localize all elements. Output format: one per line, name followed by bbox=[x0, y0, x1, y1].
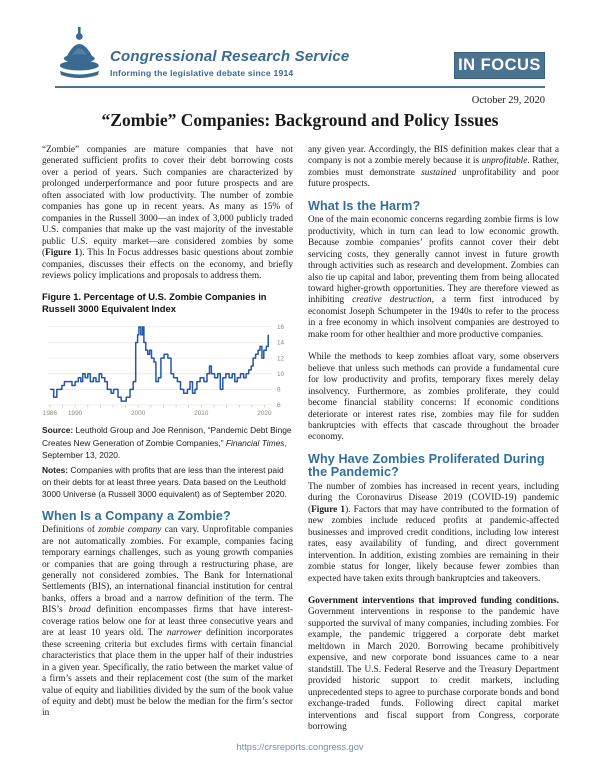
page-title: “Zombie” Companies: Background and Policy Issues bbox=[101, 110, 499, 130]
column-left bbox=[42, 145, 293, 733]
zombie-chart-svg bbox=[42, 317, 293, 421]
definition-paragraph: Definitions of zombie company can vary. Unprofitable companies are not automatically zombies. For example, companies facing temporary earnings challenges, such as young growth companies or companies that are going through a restructuring phase, are generally not considered zombies. The Bank for International Settlements (BIS), an international financial institution for central banks, offers a broad and a narrow definition of the term. The BIS’s broad definition encompasses firms that have interest-coverage ratios below one for at least three consecutive years and are at least 10 years old. The narrower definition incorporates these screening criteria but excludes firms with certain financial characteristics that place them in the upper half of their industries in a given year. Specifically, the ratio between the market value of a firm’s assets and their replacement cost (the sum of the market value of equity and liabilities divided by the sum of the book value of equity and debt) must be below the median for the firm’s sector in bbox=[42, 525, 293, 719]
svg-text:1986: 1986 bbox=[42, 410, 58, 418]
section-heading-when-is-a-company-a-zombie: When Is a Company a Zombie? bbox=[42, 508, 231, 523]
section-heading-what-is-the-harm: What Is the Harm? bbox=[308, 198, 421, 213]
pandemic-paragraph: The number of zombies has increased in recent years, including during the Coronavirus Disease 2019 (COVID-19) pandemic (Figure 1). Factors that may have contributed to the formation of new zombies include reduced profits at pandemic-affected businesses and improved credit conditions, including low interest rates, easy availability of funding, and direct government intervention. In addition, existing zombies are remaining in their zombie status for longer, likely because fewer zombies than expected have taken exits through bankruptcies and takeovers. bbox=[308, 481, 559, 584]
org-name: Congressional Research Service bbox=[110, 48, 350, 65]
two-column-body bbox=[42, 145, 560, 733]
definition-continued-paragraph: any given year. Accordingly, the BIS definition makes clear that a company is not a zombie merely because it is unprofitable. Rather, zombies must demonstrate sustained unprofitability and poor future prospects. bbox=[308, 145, 559, 190]
svg-text:1990: 1990 bbox=[67, 410, 83, 418]
figure-notes: Notes: Companies with profits that are less than the interest paid on their debts for at least three years. Data based on the Leuthold 3000 Universe (a Russell 3000 equivalent) as of September 2020. bbox=[42, 465, 287, 500]
figure-title: Figure 1. Percentage of U.S. Zombie Companies in Russell 3000 Equivalent Index bbox=[42, 291, 267, 315]
svg-text:10: 10 bbox=[277, 371, 285, 379]
org-tagline: Informing the legislative debate since 1914 bbox=[110, 68, 294, 78]
page-footer bbox=[0, 737, 600, 755]
zombies-afloat-paragraph: While the methods to keep zombies afloat vary, some observers believe that unless such methods can provide a fundamental cure for low productivity and profits, temporary fixes merely delay insolvency. Furthermore, as zombies proliferate, they could become financial stability concerns: If economic conditions deteriorate or interest rates rise, zombies may file for sudden bankruptcies with effects that cascade throughout the broader economy. bbox=[308, 352, 559, 443]
capitol-dome-icon bbox=[58, 26, 102, 82]
svg-text:8: 8 bbox=[277, 387, 281, 395]
in-focus-badge: IN FOCUS bbox=[454, 52, 545, 79]
footer-url-link[interactable]: https://crsreports.congress.gov bbox=[236, 742, 364, 752]
svg-text:6: 6 bbox=[277, 402, 281, 410]
crs-wordmark bbox=[110, 26, 349, 78]
section-heading-why-proliferated: Why Have Zombies Proliferated During the Pandemic? bbox=[308, 451, 545, 480]
header-rule bbox=[55, 86, 545, 88]
svg-text:14: 14 bbox=[277, 340, 285, 348]
crs-logo bbox=[58, 26, 349, 82]
paragraph-gap bbox=[308, 341, 559, 352]
intro-paragraph: “Zombie” companies are mature companies that have not generated sufficient profits to cover their debt borrowing costs over a period of years. Such companies are characterized by prolonged underperformance and poor future prospects and are often associated with low productivity. The number of zombie companies has gone up in recent years. As many as 15% of companies in the Russell 3000—an index of 3,000 publicly traded U.S. companies that make up the vast majority of the investable public U.S. equity market—are considered zombies by some (Figure 1). This In Focus addresses basic questions about zombie companies, discusses their effects on the economy, and briefly reviews policy implications and proposals to address them. bbox=[42, 145, 294, 281]
column-right bbox=[308, 145, 559, 733]
government-interventions-paragraph: Government interventions that improved funding conditions. Government interventions in response to the pandemic have supported the survival of many companies, including zombies. For example, the pandemic triggered a corporate debt market meltdown in March 2020. Borrowing became prohibitively expensive, and new corporate bond issuances came to a near standstill. The U.S. Federal Reserve and the Treasury Department provided historic support to credit markets, including unprecedented steps to agree to purchase corporate bonds and bond exchange-traded funds. Following direct capital market interventions and fiscal support from Congress, corporate borrowing bbox=[308, 596, 559, 732]
harm-paragraph: One of the main economic concerns regarding zombie firms is low productivity, which in turn can lead to low economic growth. Because zombie companies’ profits cannot cover their debt servicing costs, they generally cannot invest in future growth through activities such as research and development. Zombies can also tie up capital and labor, preventing them from being allocated toward higher-growth opportunities. They are therefore viewed as inhibiting creative destruction, a term first introduced by economist Joseph Schumpeter in the 1940s to refer to the process in a free economy in which insolvent companies are destroyed to make room for other healthier and more productive companies. bbox=[308, 215, 560, 340]
doc-date: October 29, 2020 bbox=[471, 95, 545, 106]
figure-source: Source: Leuthold Group and Joe Rennison, “Pandemic Debt Binge Creates New Generation of Zombie Companies,” Financial Times, September 13, 2020. bbox=[42, 425, 292, 460]
svg-text:2000: 2000 bbox=[131, 410, 146, 418]
svg-text:16: 16 bbox=[277, 324, 285, 332]
svg-text:2020: 2020 bbox=[257, 410, 272, 418]
figure-1 bbox=[42, 291, 293, 500]
paragraph-gap bbox=[308, 585, 559, 596]
svg-text:12: 12 bbox=[277, 355, 285, 363]
svg-text:2010: 2010 bbox=[194, 410, 209, 418]
